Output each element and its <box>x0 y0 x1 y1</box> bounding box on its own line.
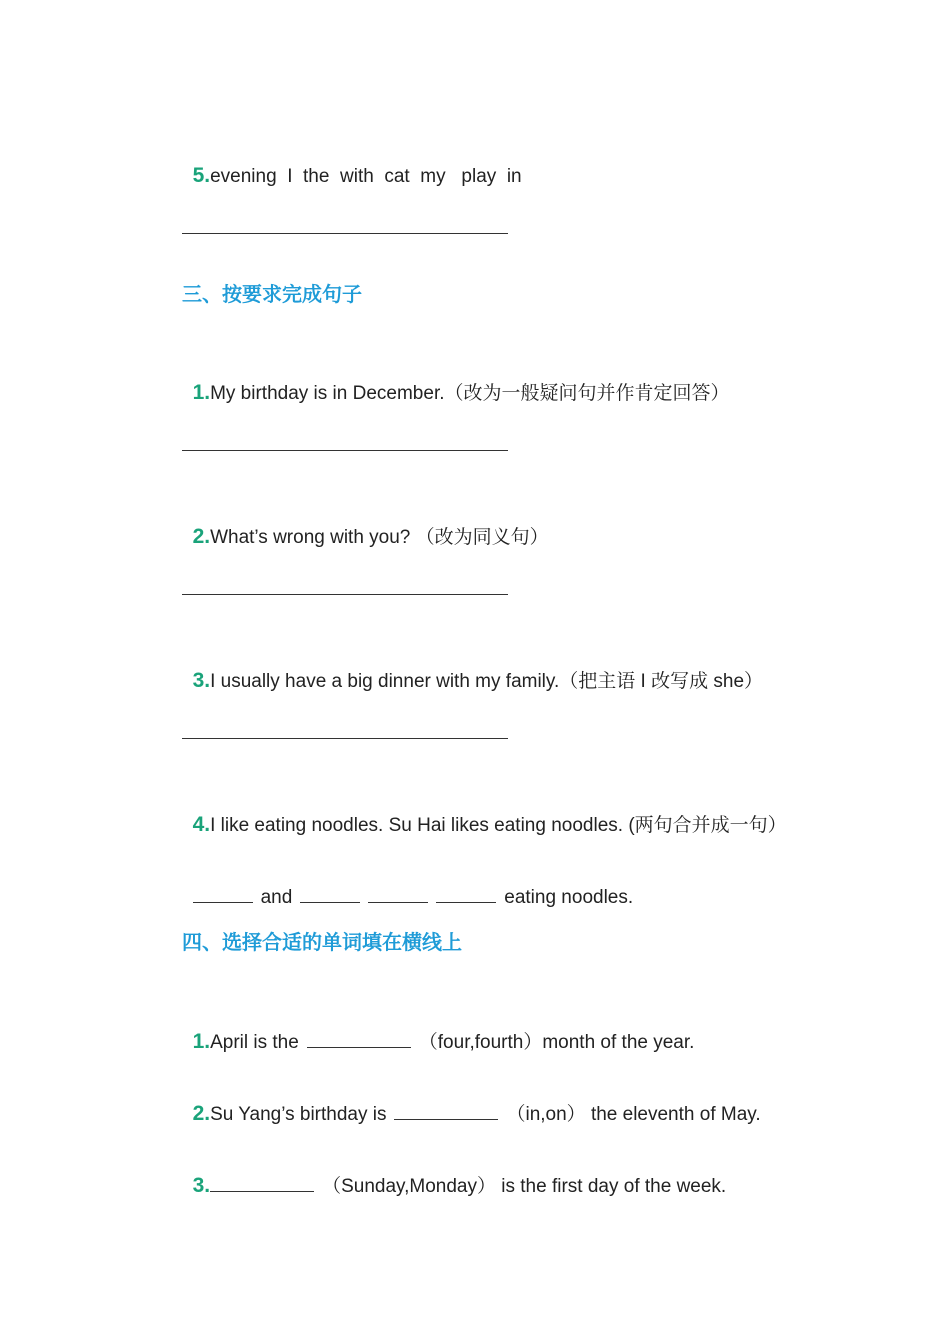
answer-line <box>182 594 508 595</box>
question-text: evening I the with cat my play in <box>210 166 522 187</box>
section-heading: 三、按要求完成句子 <box>182 284 362 306</box>
question-text-before: Su Yang’s birthday is <box>210 1104 387 1125</box>
blank-field[interactable] <box>193 884 253 903</box>
blank-field[interactable] <box>394 1101 498 1120</box>
blank-field[interactable] <box>300 884 360 903</box>
question-text: I usually have a big dinner with my family.（把主语 I 改写成 she） <box>210 671 764 692</box>
blank-field[interactable] <box>307 1029 411 1048</box>
question-number: 1. <box>192 381 211 404</box>
answer-line <box>182 450 508 451</box>
answer-line <box>182 738 508 739</box>
question-item <box>182 498 549 551</box>
question-item <box>182 1075 761 1128</box>
fill-in-sentence <box>182 858 633 911</box>
question-text: I like eating noodles. Su Hai likes eating noodles. (两句合并成一句） <box>210 815 787 836</box>
question-number: 3. <box>192 1174 211 1197</box>
question-number: 2. <box>192 525 211 548</box>
question-item <box>182 1003 694 1056</box>
question-item <box>182 1147 726 1200</box>
conjunction-text: and <box>260 887 293 908</box>
sentence-tail: eating noodles. <box>504 887 634 908</box>
question-number: 3. <box>192 669 211 692</box>
question-item <box>182 786 787 839</box>
question-text: My birthday is in December.（改为一般疑问句并作肯定回答） <box>210 383 730 404</box>
question-number: 2. <box>192 1102 211 1125</box>
blank-field[interactable] <box>436 884 496 903</box>
blank-field[interactable] <box>368 884 428 903</box>
blank-field[interactable] <box>210 1173 314 1192</box>
question-number: 4. <box>192 813 211 836</box>
question-item <box>182 137 522 190</box>
question-text-after: （Sunday,Monday） is the first day of the week. <box>322 1176 727 1197</box>
section-heading: 四、选择合适的单词填在横线上 <box>182 932 462 954</box>
question-item <box>182 642 763 695</box>
question-text: What’s wrong with you? （改为同义句） <box>210 527 549 548</box>
question-number: 5. <box>192 164 211 187</box>
question-text-before: April is the <box>210 1032 299 1053</box>
question-text-after: （in,on） the eleventh of May. <box>506 1104 761 1125</box>
question-text-after: （four,fourth）month of the year. <box>418 1032 695 1053</box>
question-number: 1. <box>192 1030 211 1053</box>
answer-line <box>182 233 508 234</box>
question-item <box>182 354 730 407</box>
